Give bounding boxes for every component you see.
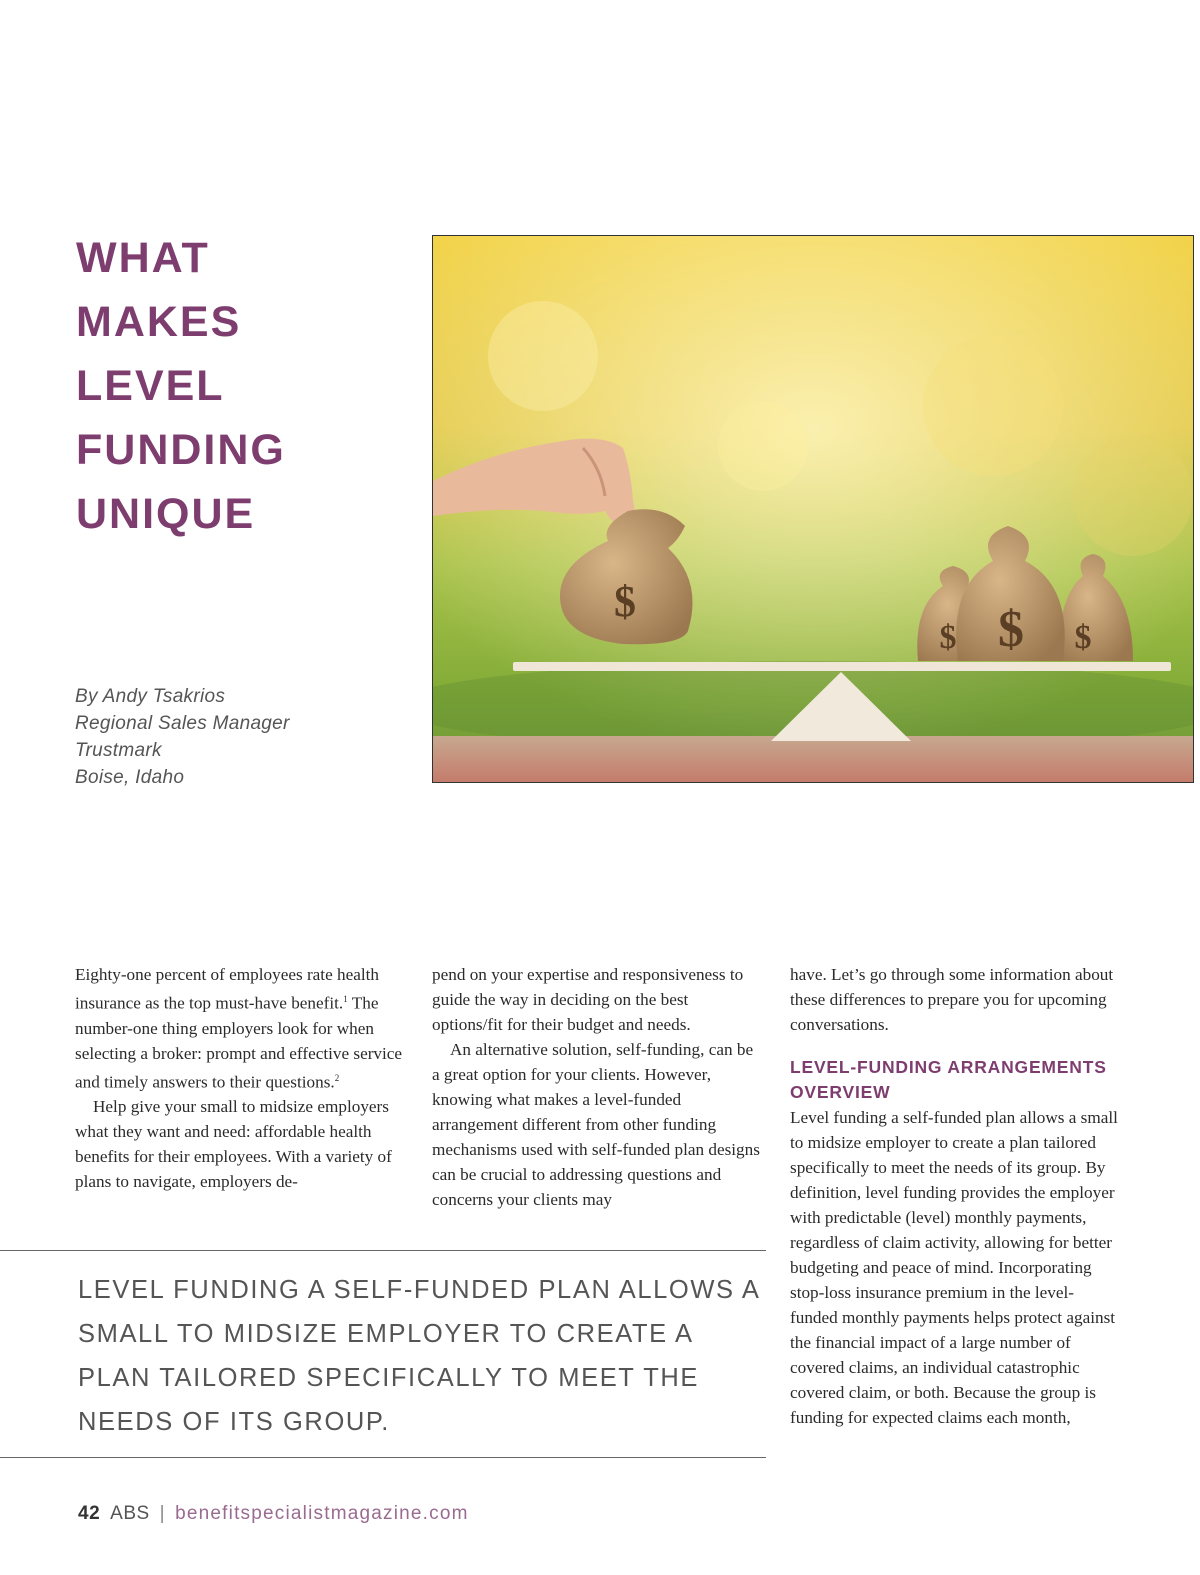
- paragraph: Level funding a self-funded plan allows a small to midsize employer to create a plan tailored specifically to meet the needs of its group. By definition, level funding provides the employer with predictable (level) monthly payments, regardless of claim activity, allowing for better budgeting and peace of mind. Incorporating stop-loss insurance premium in the level-funded monthly payments helps protect against the financial impact of a large number of covered claims, an individual catastrophic covered claim, or both. Because the group is funding for expected claims each month,: [790, 1108, 1118, 1427]
- hero-photo: [432, 235, 1194, 783]
- article-title: [76, 226, 286, 546]
- section-heading: LEVEL-FUNDING ARRANGEMENTS OVERVIEW: [790, 1057, 1107, 1102]
- dollar-symbol: $: [939, 619, 957, 656]
- footnote-ref: 2: [334, 1072, 340, 1083]
- website-link[interactable]: benefitspecialistmagazine.com: [175, 1503, 469, 1524]
- footnote-ref: 1: [343, 994, 348, 1004]
- body-column-3: [790, 962, 1120, 1430]
- body-column-1: [75, 962, 405, 1194]
- publication-name: ABS: [110, 1503, 150, 1524]
- page-footer: [78, 1503, 469, 1525]
- title-line: LEVEL: [76, 362, 225, 410]
- pull-quote: LEVEL FUNDING A SELF-FUNDED PLAN ALLOWS A SMALL TO MIDSIZE EMPLOYER TO CREATE A PLAN TAILORED SPECIFICALLY TO MEET THE NEEDS OF ITS GROUP.: [78, 1276, 760, 1436]
- byline-company: Trustmark: [75, 740, 162, 761]
- money-bags-balance-illustration: [433, 236, 1194, 783]
- dollar-symbol: $: [1074, 619, 1092, 656]
- dollar-symbol: $: [998, 601, 1024, 658]
- dollar-symbol: $: [614, 577, 636, 626]
- paragraph: Eighty-one percent of employees rate health insurance as the top must-have benefit.$^1$ The number-one thing employers look for when selecting a broker: prompt and effective service and timely answers to their questions.$^2$: [75, 965, 403, 1092]
- paragraph: An alternative solution, self-funding, can be a great option for your clients. However, knowing what makes a level-funded arrangement different from other funding mechanisms used with self-funded plan designs can be crucial to addressing questions and concerns your clients may: [432, 1040, 760, 1209]
- title-line: FUNDING: [76, 426, 286, 474]
- title-line: WHAT: [76, 234, 210, 282]
- paragraph: pend on your expertise and responsiveness to guide the way in deciding on the best options/fit for their budget and needs.: [432, 965, 744, 1034]
- footer-separator: |: [159, 1503, 166, 1524]
- pullquote-divider-bottom: [0, 1457, 766, 1458]
- byline-role: Regional Sales Manager: [75, 713, 290, 734]
- body-column-2: [432, 962, 762, 1212]
- title-line: MAKES: [76, 298, 242, 346]
- paragraph: Help give your small to midsize employers what they want and need: affordable health benefits for their employees. With a variety of plans to navigate, employers de-: [75, 1097, 392, 1192]
- byline-location: Boise, Idaho: [75, 767, 185, 788]
- byline-author: By Andy Tsakrios: [75, 686, 226, 707]
- pullquote-divider-top: [0, 1250, 766, 1251]
- title-line: UNIQUE: [76, 490, 256, 538]
- paragraph: have. Let’s go through some information about these differences to prepare you for upcoming conversations.: [790, 965, 1114, 1034]
- page-number: 42: [78, 1503, 101, 1524]
- byline: [75, 683, 290, 791]
